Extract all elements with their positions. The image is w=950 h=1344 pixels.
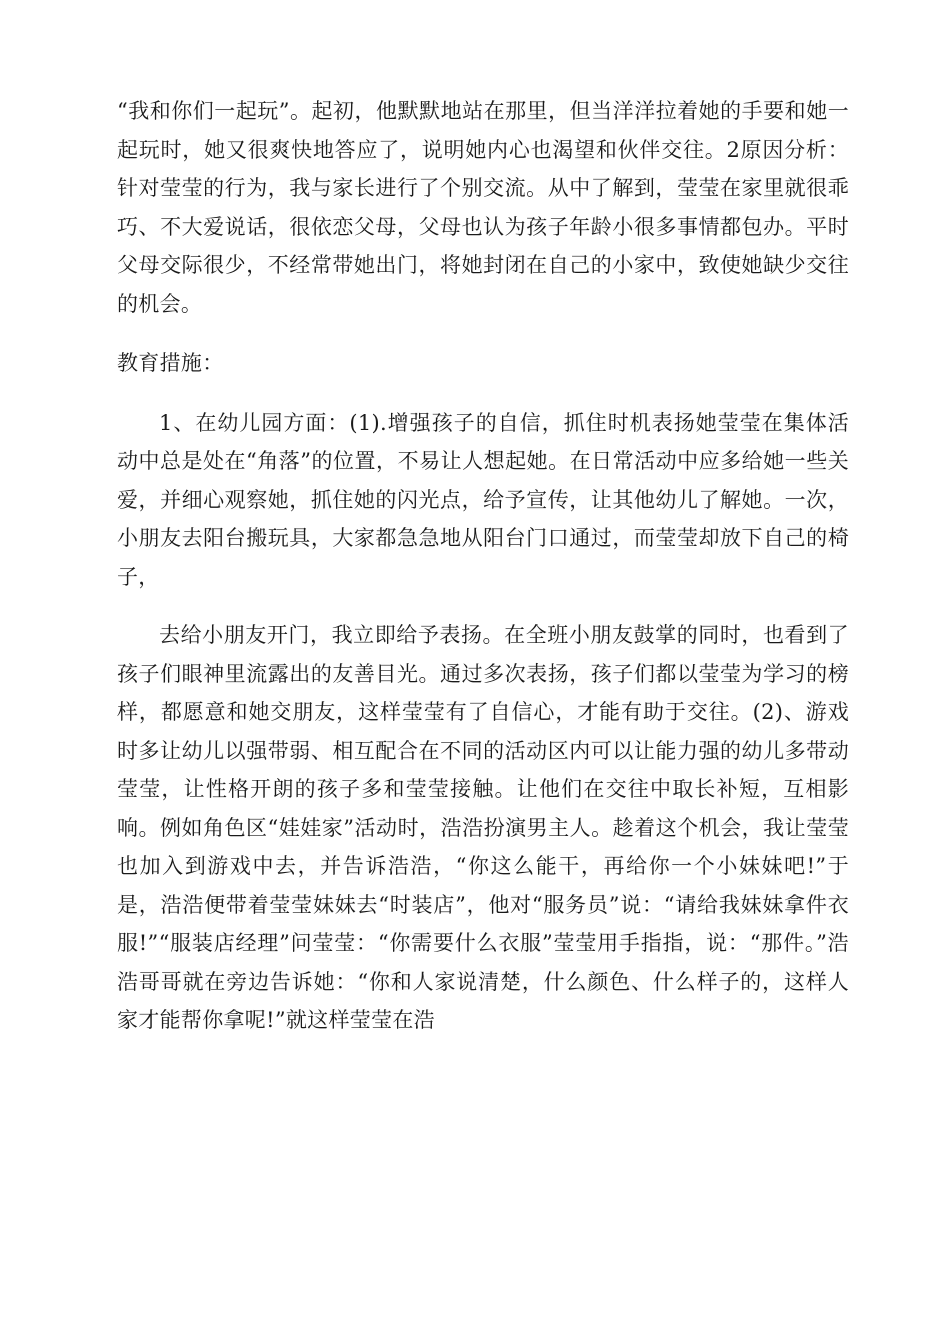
paragraph-gap [117,323,849,344]
paragraph-kindergarten-measures: 1、在幼儿园方面：(1).增强孩子的自信，抓住时机表扬她莹莹在集体活动中总是处在“角落”的位置，不易让人想起她。在日常活动中应多给她一些关爱，并细心观察她，抓住她的闪光点，给予宣传，让其他幼儿了解她。一次，小朋友去阳台搬玩具，大家都急急地从阳台门口通过，而莹莹却放下自己的椅子， [117,410,849,589]
paragraph-praise-and-games: 去给小朋友开门，我立即给予表扬。在全班小朋友鼓掌的同时，也看到了孩子们眼神里流露出的友善目光。通过多次表扬，孩子们都以莹莹为学习的榜样，都愿意和她交朋友，这样莹莹有了自信心，才能有助于交往。(2)、游戏时多让幼儿以强带弱、相互配合在不同的活动区内可以让能力强的幼儿多带动莹莹，让性格开朗的孩子多和莹莹接触。让他们在交往中取长补短，互相影响。例如角色区“娃娃家”活动时，浩浩扮演男主人。趁着这个机会，我让莹莹也加入到游戏中去，并告诉浩浩，“你这么能干，再给你一个小妹妹吧!”于是，浩浩便带着莹莹妹妹去“时装店”，他对“服务员”说：“请给我妹妹拿件衣服!”“服装店经理”问莹莹：“你需要什么衣服”莹莹用手指指，说：“那件。”浩浩哥哥就在旁边告诉她：“你和人家说清楚，什么颜色、什么样子的，这样人家才能帮你拿呢!”就这样莹莹在浩 [117,623,849,1032]
document-body [117,92,849,1040]
section-heading-education-measures: 教育措施： [117,351,224,375]
paragraph-gap [117,383,849,404]
paragraph-cause-analysis: “我和你们一起玩”。起初，他默默地站在那里，但当洋洋拉着她的手要和她一起玩时，她又很爽快地答应了，说明她内心也渴望和伙伴交往。2原因分析：针对莹莹的行为，我与家长进行了个别交流。从中了解到，莹莹在家里就很乖巧、不大爱说话，很依恋父母，父母也认为孩子年龄小很多事情都包办。平时父母交际很少，不经常带她出门，将她封闭在自己的小家中，致使她缺少交往的机会。 [117,99,849,316]
paragraph-gap [117,596,849,616]
